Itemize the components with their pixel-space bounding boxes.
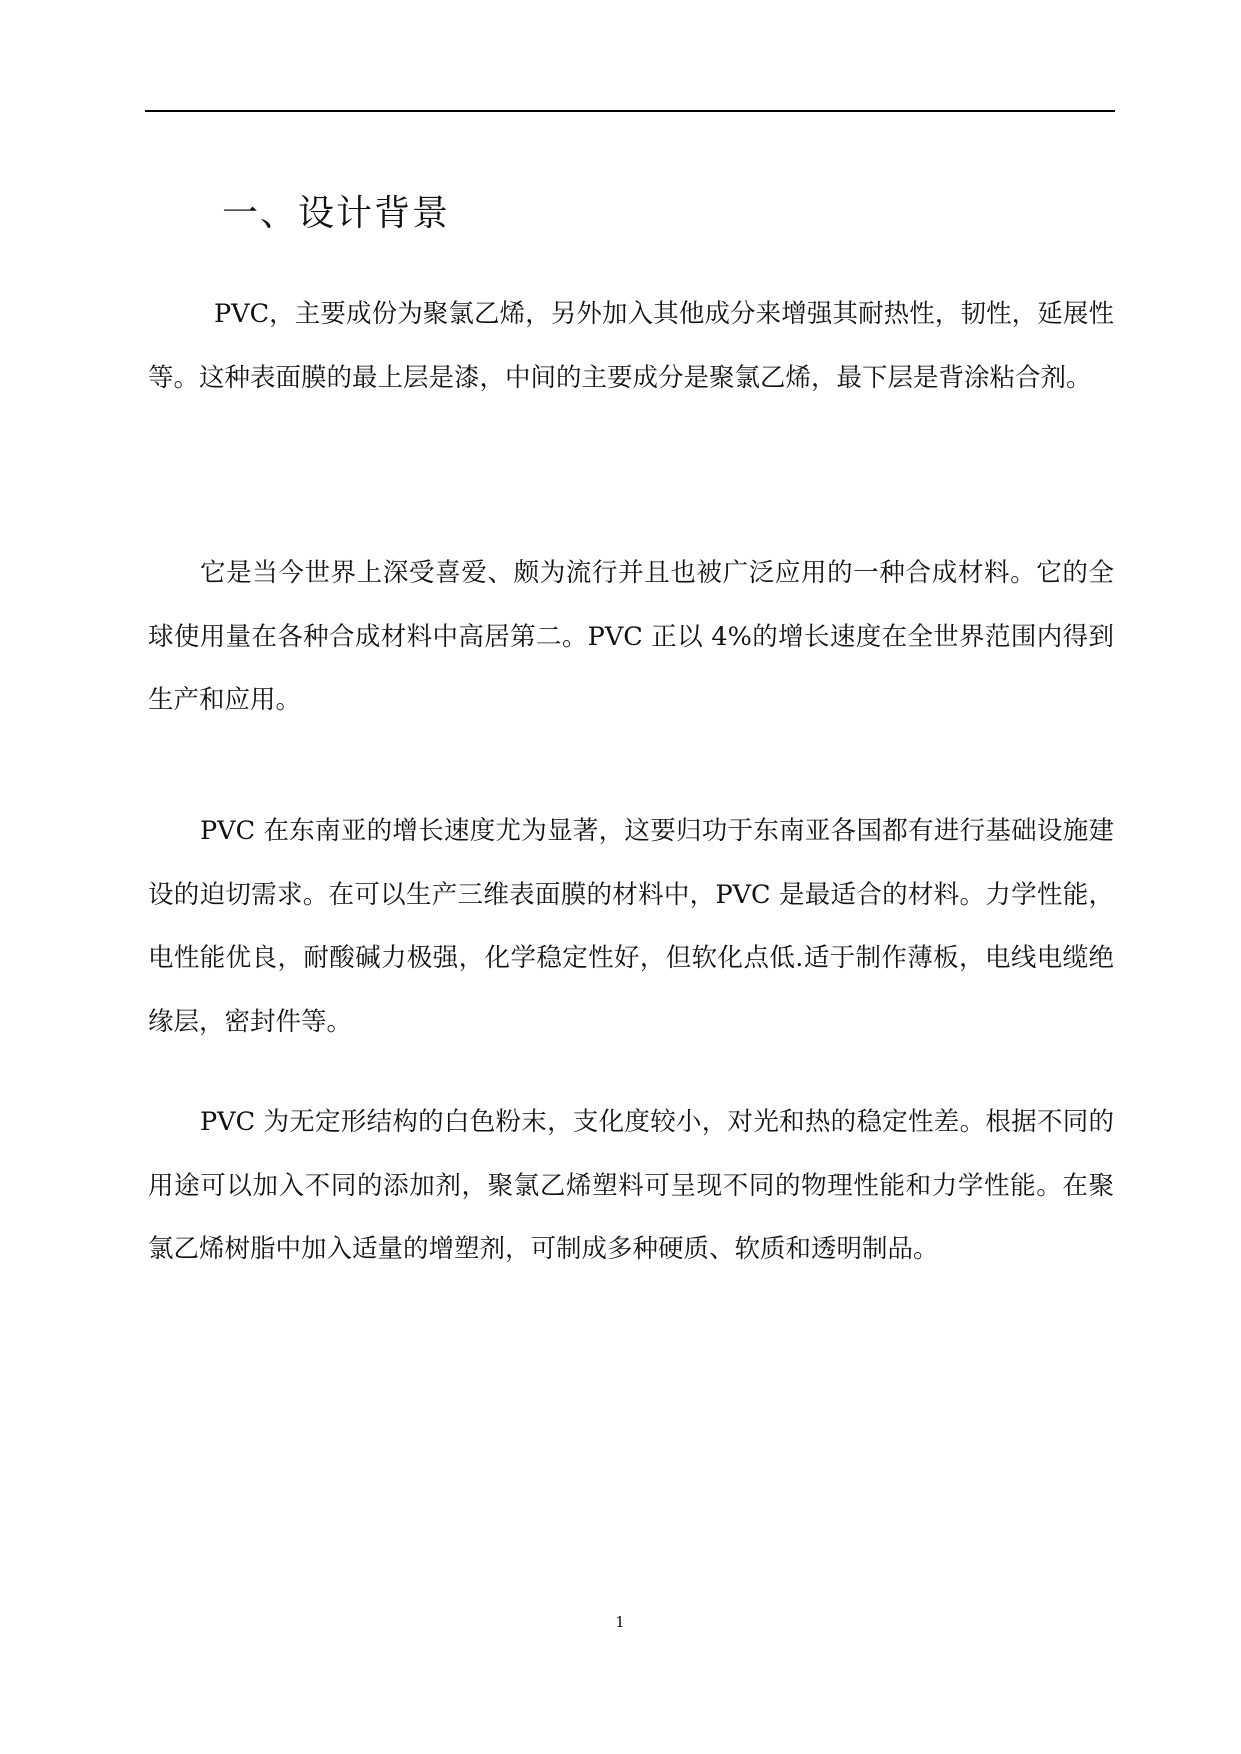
header-rule: [145, 110, 1115, 112]
paragraph-pvc-southeast-asia: PVC 在东南亚的增长速度尤为显著，这要归功于东南亚各国都有进行基础设施建设的迫切需求。在可以生产三维表面膜的材料中，PVC 是最适合的材料。力学性能，电性能优良，耐酸碱力极强，化学稳定性好，但软化点低.适于制作薄板，电线电缆绝缘层，密封件等。: [148, 816, 1114, 1037]
paragraph-pvc-composition: PVC，主要成份为聚氯乙烯，另外加入其他成分来增强其耐热性，韧性，延展性等。这种表面膜的最上层是漆，中间的主要成分是聚氯乙烯，最下层是背涂粘合剂。: [148, 299, 1114, 393]
paragraph-pvc-popularity: 它是当今世界上深受喜爱、颇为流行并且也被广泛应用的一种合成材料。它的全球使用量在各种合成材料中高居第二。PVC 正以 4%的增长速度在全世界范围内得到生产和应用。: [148, 558, 1114, 715]
paragraph-pvc-properties: PVC 为无定形结构的白色粉末，支化度较小，对光和热的稳定性差。根据不同的用途可以加入不同的添加剂，聚氯乙烯塑料可呈现不同的物理性能和力学性能。在聚氯乙烯树脂中加入适量的增塑剂，可制成多种硬质、软质和透明制品。: [148, 1107, 1114, 1264]
page-number: 1: [615, 1613, 625, 1631]
section-heading: 一、设计背景: [222, 193, 451, 234]
